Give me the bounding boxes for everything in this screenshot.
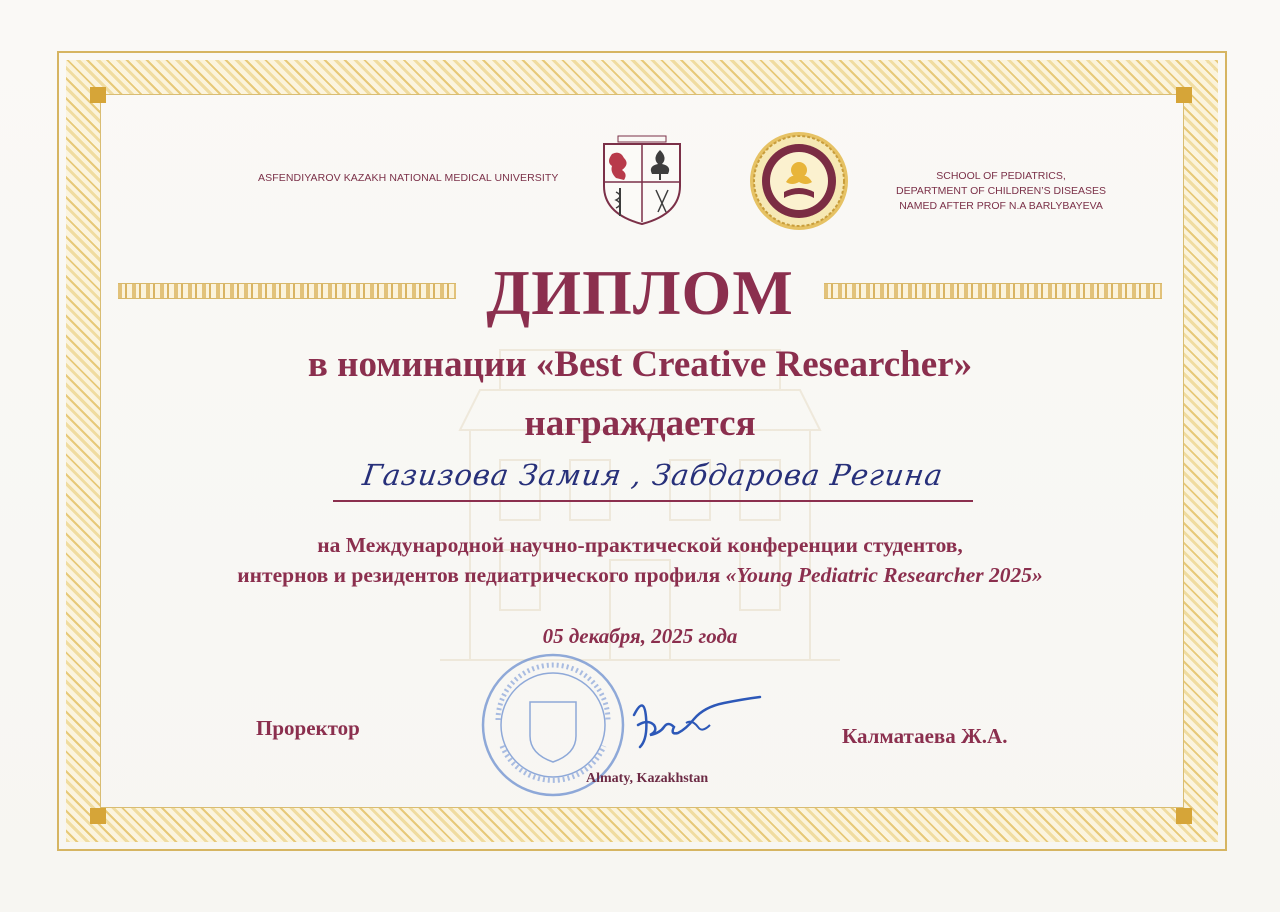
signature-icon xyxy=(626,685,776,755)
award-date: 05 декабря, 2025 года xyxy=(542,624,738,648)
awarded-text: награждается xyxy=(524,403,756,444)
school-department xyxy=(896,169,1106,214)
school-line: NAMED AFTER PROF N.A BARLYBAYEVA xyxy=(899,200,1103,212)
issue-location: Almaty, Kazakhstan xyxy=(586,771,709,786)
corner-ornament xyxy=(90,87,106,103)
corner-ornament xyxy=(90,808,106,824)
signer-role: Проректор xyxy=(256,716,360,740)
signer-name: Калматаева Ж.А. xyxy=(842,724,1008,748)
school-seal-icon xyxy=(748,130,850,232)
conference-line-2-text: интернов и резидентов педиатрического профиля xyxy=(237,563,726,587)
university-emblem-icon xyxy=(598,130,686,226)
conference-line-2 xyxy=(0,563,1280,588)
university-name: ASFENDIYAROV KAZAKH NATIONAL MEDICAL UNIVERSITY xyxy=(258,172,559,184)
diploma-title: ДИПЛОМ xyxy=(486,257,794,328)
corner-ornament xyxy=(1176,808,1192,824)
recipient-underline xyxy=(333,500,973,502)
conference-line-1: на Международной научно-практической конференции студентов, xyxy=(317,533,963,557)
recipient-names: Газизова Замия , Забдарова Регина xyxy=(360,458,946,492)
conference-event-name: «Young Pediatric Researcher 2025» xyxy=(725,563,1043,587)
school-line: SCHOOL OF PEDIATRICS, xyxy=(936,170,1066,182)
school-line: DEPARTMENT OF CHILDREN’S DISEASES xyxy=(896,185,1107,197)
corner-ornament xyxy=(1176,87,1192,103)
nomination-text: в номинации «Best Creative Researcher» xyxy=(307,344,973,385)
